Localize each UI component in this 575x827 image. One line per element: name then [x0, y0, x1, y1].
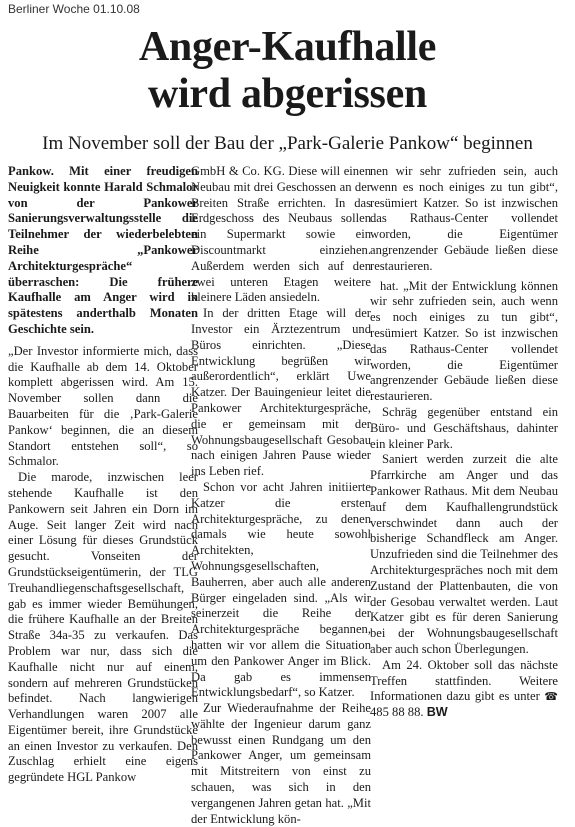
subheadline: Im November soll der Bau der „Park-Galerie Pankow“ beginnen [42, 133, 533, 154]
source-line: Berliner Woche 01.10.08 [8, 2, 140, 16]
paragraph: In der dritten Etage will der Investor ein Ärztezentrum und Büros einrichten. „Diese Entwicklung begrüßen wir außerordentlich“, erklärt Uwe Katzer. Der Bauingenieur leitet die Pankower Architekturgespräche, die er gemeinsam mit der Wohnungsbaugesellschaft Gesobau nach einigen Jahren Pause wieder ins Leben rief. [191, 306, 371, 479]
paragraph: Schon vor acht Jahren initiierte Katzer die ersten Architekturgespräche, zu denen damals wie heute sowohl Architekten, Wohnungsgesellschaften, Bauherren, aber auch alle anderen Bürger eingeladen sind. „Als wir seinerzeit die Reihe der Architekturgespräche begannen, hatten wir vor allem die Situation um den Pankower Anger im Blick. Da gab es immensen Entwicklungsbedarf“, so Katzer. [191, 479, 371, 700]
article-column-2 [191, 164, 371, 827]
headline-line-1: Anger-Kaufhalle [138, 24, 437, 70]
headline-line-2: wird abgerissen [147, 71, 427, 117]
headline [0, 24, 575, 118]
phone-number: 485 88 88. [370, 705, 424, 720]
lead-paragraph: Pankow. Mit einer freudigen Neuigkeit konnte Harald Schmalor von der Pankower Sanierungsverwaltungsstelle die Teilnehmer der wiederbelebten Reihe „Pankower Architekturgespräche“ überraschen: Die frühere Kaufhalle am Anger wird in spätestens anderthalb Monaten Geschichte sein. [8, 164, 198, 336]
closing-paragraph [370, 658, 558, 721]
author-signature: BW [426, 705, 448, 720]
paragraph: „Der Investor informierte mich, dass die Kaufhalle ab dem 14. Oktober komplett abgerissen wird. Am 15. November sollen dann die Bauarbeiten für die ‚Park-Galerie Pankow‘ beginnen, die an diesem Standort entstehen soll“, so Schmalor. [8, 343, 198, 469]
paragraph: nen wir sehr zufrieden sein, auch wenn es noch einiges zu tun gibt“, resümiert Katzer. So ist inzwischen das Rathaus-Center vollendet worden, die Eigentümer angrenzender Gebäude ließen diese restaurieren. [370, 164, 558, 273]
closing-text: Am 24. Oktober soll das nächste Treffen stattfinden. Weitere Informationen dazu gibt es unter [370, 657, 558, 704]
paragraph: Schräg gegenüber entstand ein Büro- und Geschäftshaus, dahinter ein kleiner Park. [370, 404, 558, 451]
paragraph: Zur Wiederaufnahme der Reihe wählte der Ingenieur darum ganz bewusst einen Rundgang um den Pankower Anger, um gemeinsam mit Mitstreitern von einst zu schauen, was sich in den vergangenen Jahren getan hat. „Mit der Entwicklung kön- [191, 701, 371, 826]
telephone-icon: ☎ [544, 690, 558, 704]
paragraph: Saniert werden zurzeit die alte Pfarrkirche am Anger und das Pankower Rathaus. Mit dem Neubau auf dem Kaufhallengrundstück verschwindet dann auch der bisherige Schandfleck am Anger. Unzufrieden sind die Teilnehmer des Architekturgespräches noch mit dem Zustand der Plattenbauten, die von der Gesobau verwaltet werden. Laut Katzer gibt es für deren Sanierung bei der Wohnungsbaugesellschaft aber auch schon Überlegungen. [370, 452, 558, 656]
paragraph: Die marode, inzwischen leer stehende Kaufhalle ist den Pankowern seit Jahren ein Dorn im Auge. Seit langer Zeit wird nach einer Lösung für dieses Grundstück gesucht. Vonseiten der Grundstückseigentümerin, der TLG Treuhandliegenschaftsgesellschaft, gab es immer wieder Bemühungen, die frühere Kaufhalle an der Breiten Straße 34a-35 zu verkaufen. Das Problem war nur, dass sich die Kaufhalle nicht nur auf einem, sondern auf mehreren Grundstücken befindet. Nach langwierigen Verhandlungen waren 2007 alle Eigentümer bereit, ihre Grundstücke an einen Investor zu verkaufen. Den Zuschlag erhielt eine eigens gegründete HGL Pankow [8, 470, 198, 785]
article-column-3 [370, 164, 558, 721]
paragraph: GmbH & Co. KG. Diese will einen Neubau mit drei Geschossen an der Breiten Straße errichten. In das Erdgeschoss des Neubaus sollen ein Supermarkt sowie ein Discountmarkt einziehen. Außerdem werden sich auf den zwei unteren Etagen weitere kleinere Läden ansiedeln. [191, 164, 371, 305]
article-column-1 [8, 164, 198, 786]
paragraph: hat. „Mit der Entwicklung können wir sehr zufrieden sein, auch wenn es noch einiges zu tun gibt“, resümiert Katzer. So ist inzwischen das Rathaus-Center vollendet worden, die Eigentümer angrenzender Gebäude ließen diese restaurieren. [370, 278, 558, 404]
